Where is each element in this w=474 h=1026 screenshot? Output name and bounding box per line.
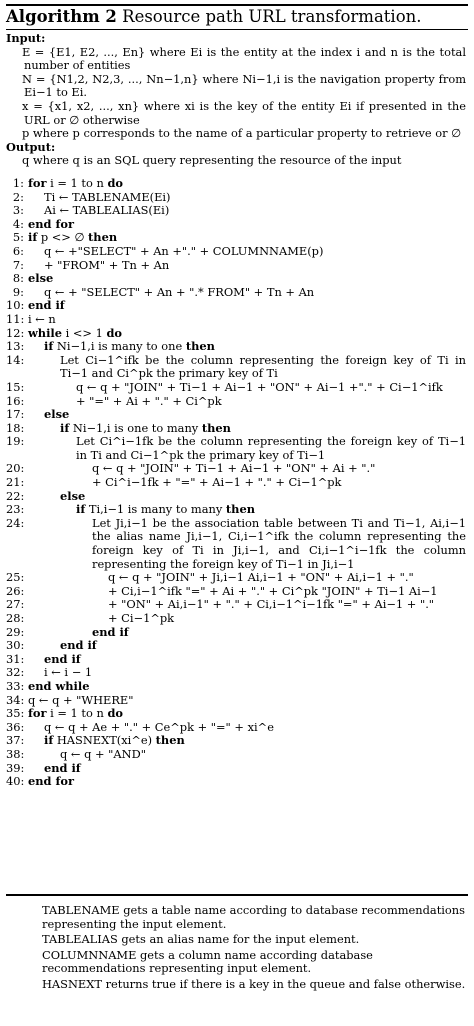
line-text: + Ci^i−1fk + "=" + Ai−1 + "." + Ci−1^pk: [92, 475, 342, 490]
algorithm-line: [6, 762, 466, 776]
algorithm-line: [6, 395, 466, 409]
algorithm-line: [6, 503, 466, 517]
algorithm-line: [6, 313, 466, 327]
line-number: 23:: [6, 502, 25, 517]
line-number: 15:: [6, 379, 25, 394]
line-text: if Ti,i−1 is many to many then: [76, 502, 255, 517]
line-text: + Ci,i−1^ifk "=" + Ai + "." + Ci^pk "JOIN" + Ti−1 Ai−1: [108, 583, 438, 598]
algorithm-line: [6, 245, 466, 259]
line-text: q ← q + Ae + "." + Ce^pk + "=" + xi^e: [44, 719, 274, 734]
algorithm-line: [6, 218, 466, 232]
output-query: q where q is an SQL query representing the resource of the input: [22, 153, 402, 168]
function-notes: [6, 904, 466, 994]
line-number: 34:: [6, 692, 25, 707]
line-text: end if: [44, 760, 81, 775]
algorithm-line: [6, 462, 466, 476]
algorithm-line: [6, 734, 466, 748]
line-text: Let Ji,i−1 be the association table between Ti and Ti−1, Ai,i−1 the alias name Ji,i−1, Ci,i−1^ifk the column representing the foreign key of Ti in Ji,i−1, and Ci,i−1^i−1fk the column representing the foreign key of Ti−1 in Ji,i−1: [92, 515, 466, 571]
algorithm-line: [6, 340, 466, 354]
algorithm-line: [6, 680, 466, 694]
line-number: 29:: [6, 624, 25, 639]
line-number: 5:: [12, 230, 24, 245]
algorithm-line: [6, 666, 466, 680]
line-number: 20:: [6, 461, 25, 476]
line-text: i ← n: [28, 311, 56, 326]
line-number: 38:: [6, 746, 25, 761]
algorithm-line: [6, 408, 466, 422]
line-number: 24:: [6, 515, 25, 530]
algorithm-line: [6, 259, 466, 273]
line-number: 27:: [6, 597, 25, 612]
line-text: if p <> ∅ then: [28, 230, 118, 245]
line-number: 19:: [6, 434, 25, 449]
line-text: q ← + "SELECT" + An + ".* FROM" + Tn + An: [44, 284, 315, 299]
bottom-rule: [6, 894, 468, 896]
line-number: 8:: [12, 271, 24, 286]
note-columnname: COLUMNNAME gets a column name according database recommendations representing input element.: [42, 947, 373, 976]
algorithm-line: [6, 585, 466, 599]
line-text: for i = 1 to n do: [28, 706, 123, 721]
algorithm-line: [6, 327, 466, 341]
algorithm-line: [6, 191, 466, 205]
line-number: 37:: [6, 733, 25, 748]
line-number: 26:: [6, 583, 25, 598]
line-text: end for: [28, 774, 74, 789]
line-number: 3:: [12, 203, 24, 218]
line-text: i ← i − 1: [44, 665, 93, 680]
line-number: 9:: [12, 284, 24, 299]
algorithm-label: Algorithm 2: [6, 7, 117, 26]
line-number: 1:: [12, 176, 24, 190]
input-entities: E = {E1, E2, ..., En} where Ei is the entity at the index i and n is the total number of entities: [22, 44, 466, 73]
line-number: 13:: [6, 339, 25, 354]
line-text: while i <> 1 do: [28, 325, 123, 340]
algorithm-line: [6, 381, 466, 395]
algorithm-line: [6, 204, 466, 218]
line-text: if Ni−1,i is one to many then: [60, 420, 231, 435]
line-number: 14:: [6, 352, 25, 367]
output-heading: Output:: [6, 139, 56, 154]
line-number: 10:: [6, 298, 25, 313]
algorithm-line: [6, 748, 466, 762]
algorithm-line: [6, 598, 466, 612]
line-number: 11:: [6, 311, 25, 326]
line-text: q ← +"SELECT" + An +"." + COLUMNNAME(p): [44, 243, 324, 258]
line-text: end if: [60, 638, 97, 653]
algorithm-line: [6, 272, 466, 286]
line-number: 39:: [6, 760, 25, 775]
note-tablealias: TABLEALIAS gets an alias name for the input element.: [42, 932, 360, 947]
line-number: 25:: [6, 570, 25, 585]
algorithm-line: [6, 286, 466, 300]
note-tablename: TABLENAME gets a table name according to database recommendations representing the input element.: [42, 903, 465, 931]
algorithm-line: [6, 354, 466, 381]
algorithm-line: [6, 299, 466, 313]
algorithm-line: [6, 707, 466, 721]
line-number: 21:: [6, 475, 25, 490]
line-number: 40:: [6, 774, 25, 789]
algorithm-line: [6, 612, 466, 626]
line-text: + "=" + Ai + "." + Ci^pk: [76, 393, 222, 408]
line-text: if HASNEXT(xi^e) then: [44, 733, 185, 748]
algorithm-line: [6, 694, 466, 708]
line-number: 28:: [6, 611, 25, 625]
line-text: if Ni−1,i is many to one then: [44, 339, 215, 354]
line-text: end for: [28, 216, 74, 231]
algorithm-line: [6, 653, 466, 667]
line-text: q ← q + "JOIN" + Ji,i−1 Ai,i−1 + "ON" + Ai,i−1 + ".": [108, 570, 414, 585]
algorithm-line: [6, 231, 466, 245]
line-text: else: [44, 407, 70, 422]
line-text: else: [28, 271, 54, 286]
line-text: q ← q + "AND": [60, 746, 146, 761]
line-number: 31:: [6, 651, 25, 666]
algorithm-caption: Resource path URL transformation.: [122, 7, 422, 26]
line-number: 6:: [12, 243, 24, 258]
input-heading: Input:: [6, 31, 46, 45]
algorithm-line: [6, 435, 466, 462]
line-text: Ti ← TABLENAME(Ei): [44, 189, 171, 204]
line-text: else: [60, 488, 86, 503]
line-number: 35:: [6, 706, 25, 721]
algorithm-line: [6, 721, 466, 735]
input-output-block: [6, 32, 466, 168]
line-number: 30:: [6, 638, 25, 653]
line-text: q ← q + "JOIN" + Ti−1 + Ai−1 + "ON" + Ai + ".": [92, 461, 376, 476]
line-number: 2:: [12, 189, 24, 204]
line-number: 22:: [6, 488, 25, 503]
algorithm-line: [6, 490, 466, 504]
top-rule: [6, 4, 468, 6]
line-text: + "FROM" + Tn + An: [44, 257, 170, 272]
line-number: 4:: [12, 216, 24, 231]
line-text: end if: [44, 651, 81, 666]
input-property: p where p corresponds to the name of a particular property to retrieve or ∅: [22, 126, 462, 141]
line-text: end while: [28, 678, 90, 693]
note-hasnext: HASNEXT returns true if there is a key in the queue and false otherwise.: [42, 976, 466, 991]
line-text: end if: [28, 298, 65, 313]
line-number: 12:: [6, 325, 25, 340]
line-text: q ← q + "WHERE": [28, 692, 134, 707]
line-number: 33:: [6, 678, 25, 693]
algorithm-line: [6, 626, 466, 640]
line-text: end if: [92, 624, 129, 639]
algorithm-title: [6, 7, 468, 27]
line-number: 16:: [6, 393, 25, 408]
algorithm-line: [6, 476, 466, 490]
line-number: 18:: [6, 420, 25, 435]
algorithm-line: [6, 177, 466, 191]
line-text: q ← q + "JOIN" + Ti−1 + Ai−1 + "ON" + Ai−1 +"." + Ci−1^ifk: [76, 379, 443, 394]
line-text: for i = 1 to n do: [28, 176, 123, 190]
algorithm-line: [6, 422, 466, 436]
algorithm-line: [6, 775, 466, 789]
algorithm-line: [6, 571, 466, 585]
line-text: + "ON" + Ai,i−1" + "." + Ci,i−1^i−1fk "=" + Ai−1 + ".": [108, 597, 435, 612]
line-number: 7:: [12, 257, 24, 272]
algorithm-body: [6, 177, 466, 789]
line-text: Ai ← TABLEALIAS(Ei): [44, 203, 170, 218]
algorithm-line: [6, 517, 466, 571]
line-number: 17:: [6, 407, 25, 422]
title-rule: [6, 29, 468, 30]
line-text: + Ci−1^pk: [108, 611, 175, 625]
algorithm-line: [6, 639, 466, 653]
line-number: 32:: [6, 665, 25, 680]
line-text: Let Ci−1^ifk be the column representing the foreign key of Ti in Ti−1 and Ci^pk the primary key of Ti: [60, 352, 466, 381]
input-navigation: N = {N1,2, N2,3, ..., Nn−1,n} where Ni−1,i is the navigation property from Ei−1 to Ei.: [22, 71, 466, 100]
line-text: Let Ci^i−1fk be the column representing the foreign key of Ti−1 in Ti and Ci−1^pk the primary key of Ti−1: [76, 434, 466, 462]
line-number: 36:: [6, 719, 25, 734]
input-keys: x = {x1, x2, ..., xn} where xi is the key of the entity Ei if presented in the URL or ∅ otherwise: [22, 98, 466, 127]
